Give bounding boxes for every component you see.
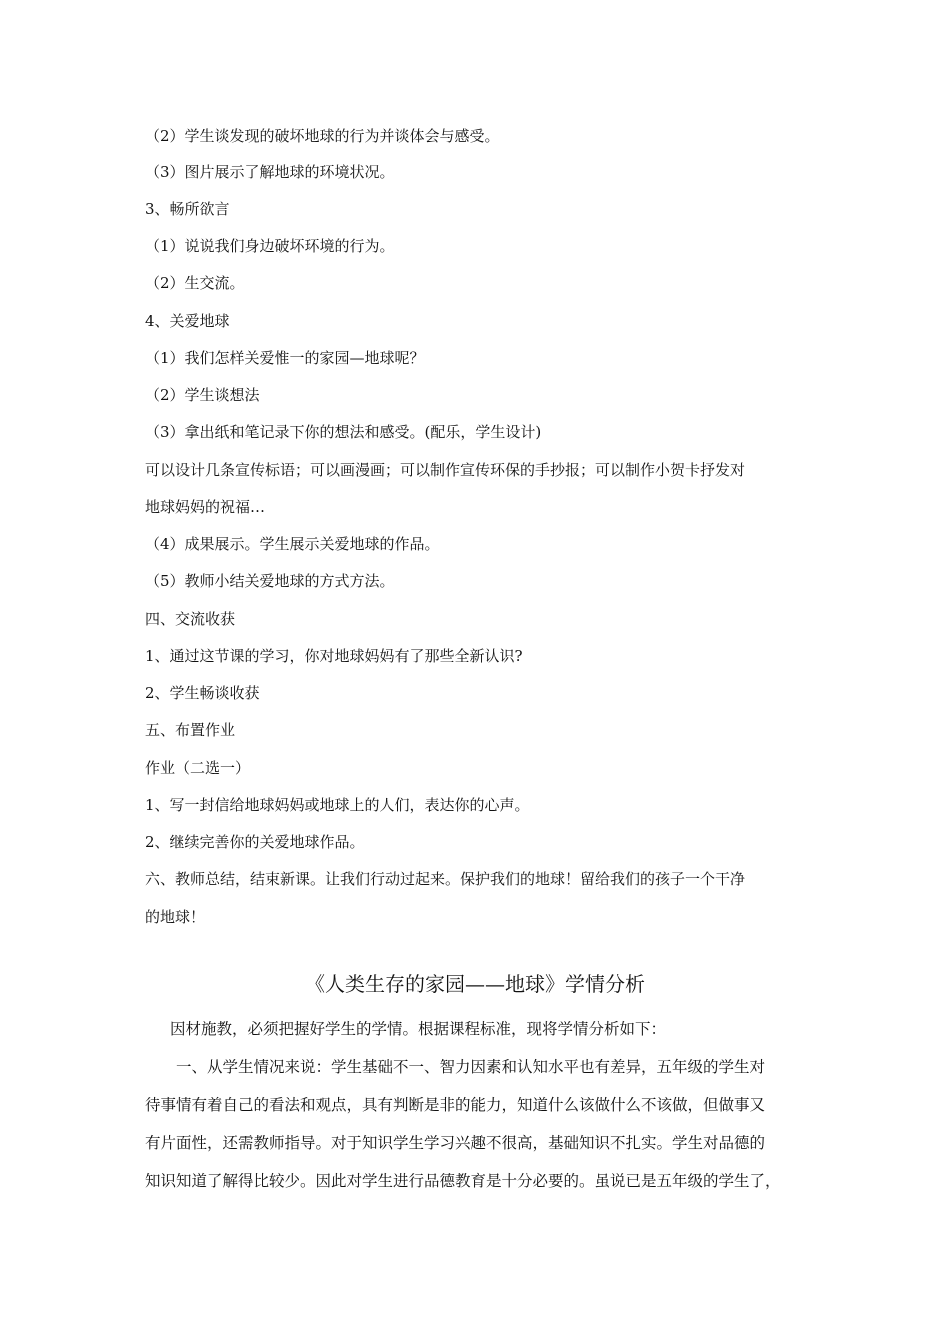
text-line: 可以设计几条宣传标语；可以画漫画；可以制作宣传环保的手抄报；可以制作小贺卡抒发对: [145, 461, 746, 479]
text-line: 1、通过这节课的学习，你对地球妈妈有了那些全新认识?: [145, 647, 523, 665]
text-line: 五、布置作业: [145, 721, 236, 739]
text-line: 六、教师总结，结束新课。让我们行动过起来。保护我们的地球！留给我们的孩子一个干净: [145, 870, 746, 888]
text-line: （3）图片展示了解地球的环境状况。: [145, 163, 395, 181]
analysis-line: 一、从学生情况来说：学生基础不一、智力因素和认知水平也有差异，五年级的学生对: [176, 1058, 766, 1076]
text-line: 2、学生畅谈收获: [145, 684, 260, 702]
text-line: （2）学生谈发现的破坏地球的行为并谈体会与感受。: [145, 127, 500, 145]
text-line: （1）说说我们身边破坏环境的行为。: [145, 237, 395, 255]
analysis-line: 有片面性，还需教师指导。对于知识学生学习兴趣不很高，基础知识不扎实。学生对品德的: [145, 1134, 766, 1152]
section-title: 《人类生存的家园——地球》学情分析: [305, 972, 645, 996]
text-line: 四、交流收获: [145, 610, 236, 628]
text-line: （4）成果展示。学生展示关爱地球的作品。: [145, 535, 440, 553]
text-line: 3、畅所欲言: [145, 200, 230, 218]
intro-paragraph: 因材施教，必须把握好学生的学情。根据课程标准，现将学情分析如下：: [170, 1020, 667, 1038]
text-line: 1、写一封信给地球妈妈或地球上的人们，表达你的心声。: [145, 796, 530, 814]
text-line: （2）生交流。: [145, 274, 245, 292]
text-line: 4、关爱地球: [145, 312, 230, 330]
text-line: 2、继续完善你的关爱地球作品。: [145, 833, 365, 851]
analysis-line: 待事情有着自己的看法和观点，具有判断是非的能力，知道什么该做什么不该做，但做事又: [145, 1096, 766, 1114]
analysis-line: 知识知道了解得比较少。因此对学生进行品德教育是十分必要的。虽说已是五年级的学生了，: [145, 1172, 781, 1190]
text-line: 地球妈妈的祝福…: [145, 498, 266, 516]
text-line: （3）拿出纸和笔记录下你的想法和感受。(配乐，学生设计): [145, 423, 542, 441]
text-line: 作业（二选一）: [145, 759, 251, 777]
text-line: （2）学生谈想法: [145, 386, 260, 404]
text-line: （1）我们怎样关爱惟一的家园—地球呢？: [145, 349, 425, 367]
text-line: 的地球！: [145, 908, 206, 926]
text-line: （5）教师小结关爱地球的方式方法。: [145, 572, 395, 590]
